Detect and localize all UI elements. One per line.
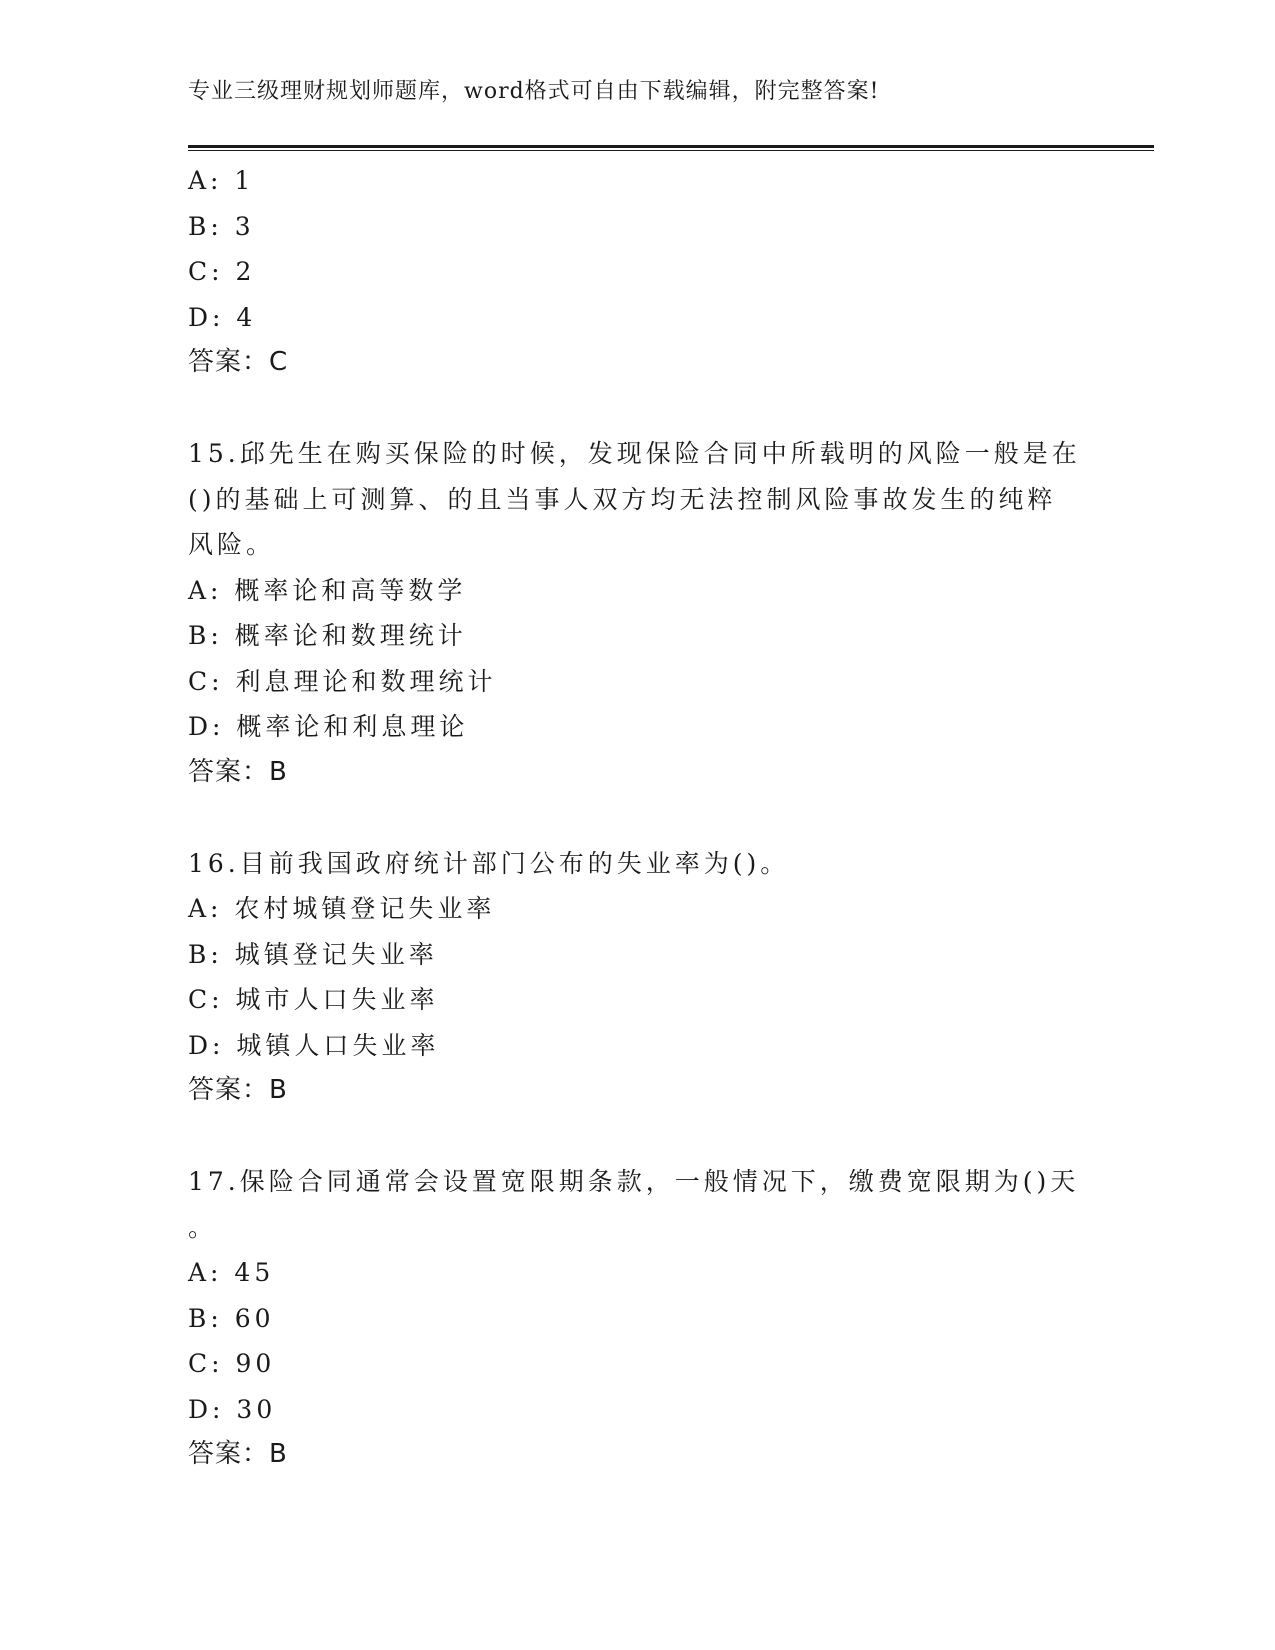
question-stem-line: 。 xyxy=(188,1212,218,1242)
option-d: D: 30 xyxy=(188,1394,277,1424)
option-c: C: 90 xyxy=(188,1349,276,1378)
answer: 答案：C xyxy=(188,347,289,377)
question-16 xyxy=(188,841,1088,1114)
question-17 xyxy=(188,1159,1088,1478)
option-a: A: 概率论和高等数学 xyxy=(188,575,467,605)
option-d: D: 城镇人口失业率 xyxy=(188,1030,440,1060)
option-d: D: 概率论和利息理论 xyxy=(188,712,469,741)
option-b: B: 3 xyxy=(188,211,255,241)
header-divider xyxy=(188,145,1154,151)
option-a: A: 农村城镇登记失业率 xyxy=(188,894,496,923)
answer: 答案：B xyxy=(188,1439,288,1469)
option-b: B: 城镇登记失业率 xyxy=(188,939,438,969)
question-stem-line: 17.保险合同通常会设置宽限期条款，一般情况下，缴费宽限期为()天 xyxy=(188,1167,1080,1196)
option-b: B: 60 xyxy=(188,1303,275,1333)
question-stem-line: 15.邱先生在购买保险的时候，发现保险合同中所载明的风险一般是在 xyxy=(188,439,1081,468)
answer: 答案：B xyxy=(188,756,288,787)
question-stem-line: 16.目前我国政府统计部门公布的失业率为()。 xyxy=(188,848,790,878)
option-d: D: 4 xyxy=(188,302,257,332)
question-stem-line: ()的基础上可测算、的且当事人双方均无法控制风险事故发生的纯粹 xyxy=(188,484,1057,514)
answer: 答案：B xyxy=(188,1075,288,1105)
option-a: A: 45 xyxy=(188,1258,275,1287)
question-15 xyxy=(188,431,1088,795)
question-content xyxy=(188,158,1088,1478)
option-c: C: 利息理论和数理统计 xyxy=(188,666,497,696)
question-14-continuation xyxy=(188,158,1088,386)
option-c: C: 城市人口失业率 xyxy=(188,985,439,1014)
page-header: 专业三级理财规划师题库，word格式可自由下载编辑，附完整答案! xyxy=(188,79,880,104)
question-stem-line: 风险。 xyxy=(188,530,276,559)
option-b: B: 概率论和数理统计 xyxy=(188,621,467,650)
option-a: A: 1 xyxy=(188,166,255,195)
option-c: C: 2 xyxy=(188,257,256,286)
